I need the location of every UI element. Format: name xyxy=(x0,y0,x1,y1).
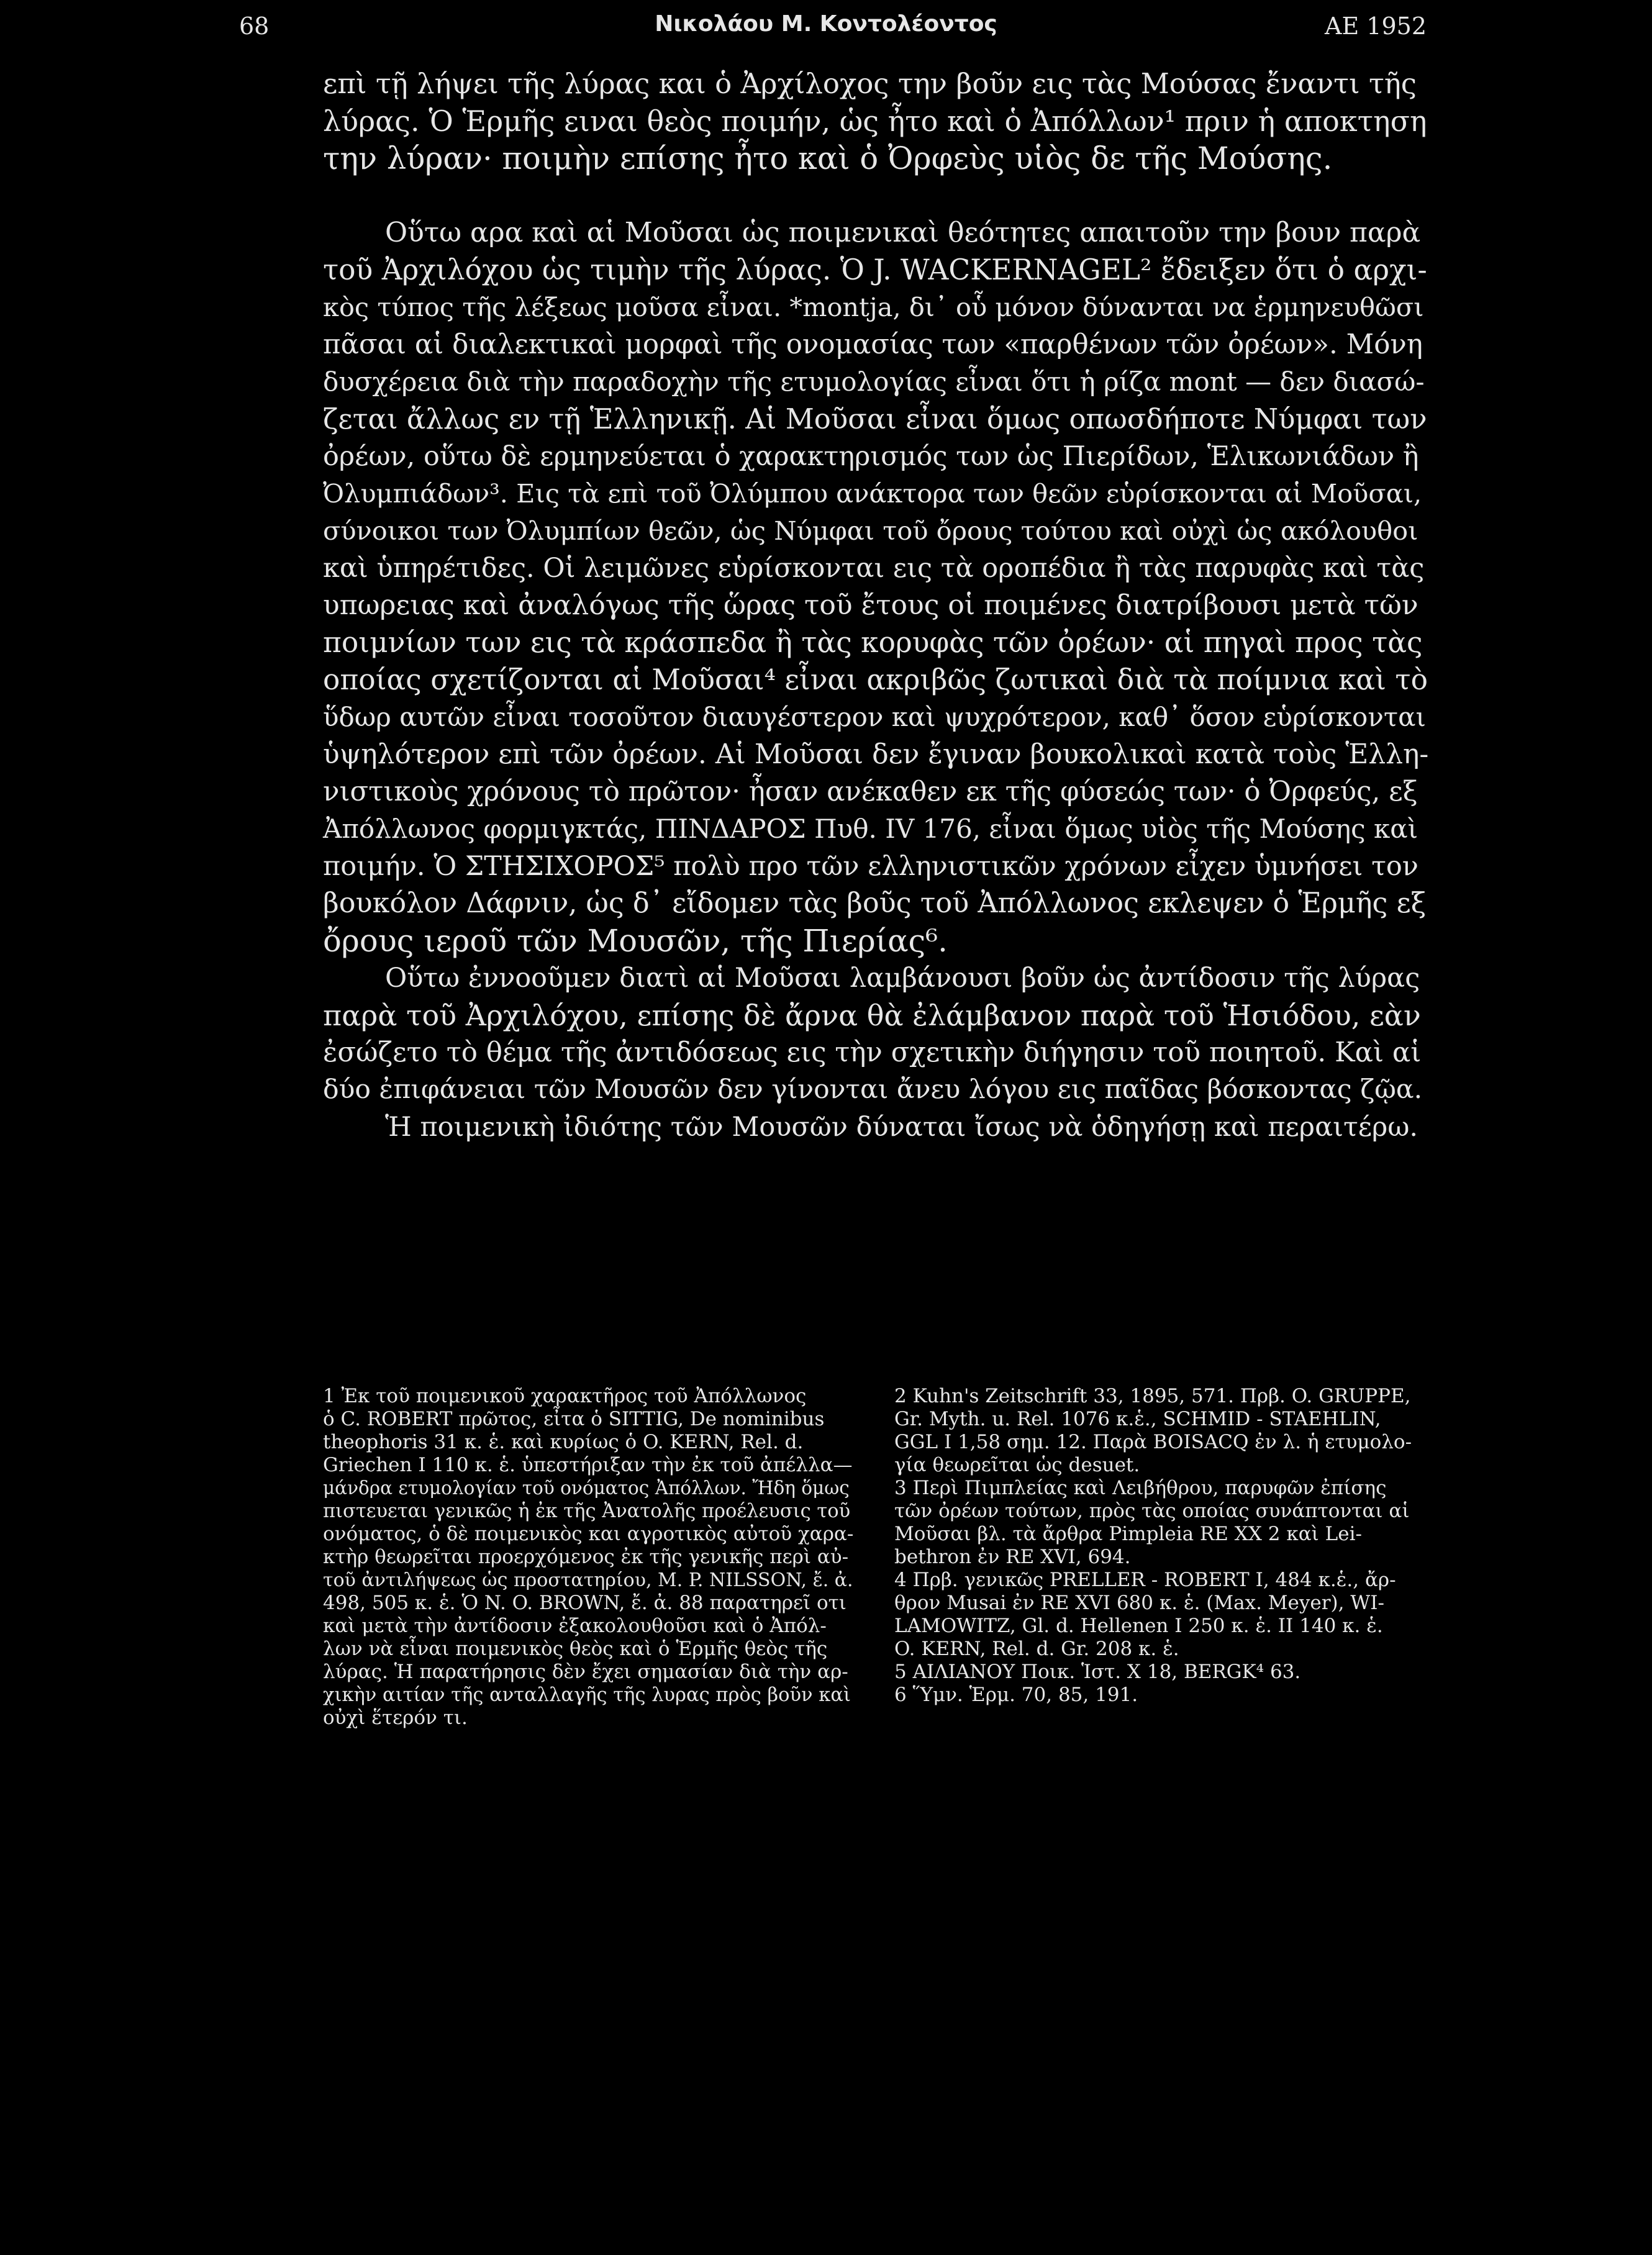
footnote-line: LAMOWITZ, Gl. d. Hellenen I 250 κ. ἑ. II 140 κ. ἑ. xyxy=(894,1615,1383,1637)
footnote-line: χικὴν αιτίαν τῆς ανταλλαγῆς τῆς λυρας πρὸς βοῦν καὶ xyxy=(323,1684,851,1706)
text-line: παρὰ τοῦ Ἀρχιλόχου, επίσης δὲ ἄρνα θὰ ἐλάμβανον παρὰ τοῦ Ἡσιόδου, εὰν xyxy=(323,999,1421,1032)
text-line: υπωρειας καὶ ἀναλόγως τῆς ὥρας τοῦ ἔτους οἱ ποιμένες διατρίβουσι μετὰ τῶν xyxy=(323,589,1418,621)
footnotes xyxy=(323,1385,1428,1758)
footnote-line: κτὴρ θεωρεῖται προερχόμενος ἐκ τῆς γενικῆς περὶ αὐ- xyxy=(323,1546,849,1568)
footnote-line: 4 Πρβ. γενικῶς PRELLER - ROBERT I, 484 κ.ἑ., ἄρ- xyxy=(894,1569,1396,1591)
text-line: πᾶσαι αἱ διαλεκτικαὶ μορφαὶ τῆς ονομασίας των «παρθένων τῶν ὀρέων». Μόνη xyxy=(323,329,1423,360)
footnote-line: ὁ C. ROBERT πρῶτος, εἶτα ὁ SITTIG, De nominibus xyxy=(323,1408,825,1430)
footnote-line: 5 ΑΙΛΙΑΝΟΥ Ποικ. Ἱστ. X 18, BERGK⁴ 63. xyxy=(894,1661,1301,1683)
footnotes-left-column xyxy=(323,1385,857,1730)
main-text xyxy=(323,65,1428,1146)
text-line: ὑψηλότερον επὶ τῶν ὀρέων. Αἱ Μοῦσαι δεν ἔγιναν βουκολικαὶ κατὰ τοὺς Ἑλλη- xyxy=(323,738,1429,770)
footnote-line: GGL I 1,58 σημ. 12. Παρὰ BOISACQ ἐν λ. ἡ ετυμολο- xyxy=(894,1431,1412,1453)
footnote-line: 1 Ἐκ τοῦ ποιμενικοῦ χαρακτῆρος τοῦ Ἀπόλλωνος xyxy=(323,1385,807,1407)
page-number: 68 xyxy=(239,12,270,40)
footnote-line: O. KERN, Rel. d. Gr. 208 κ. ἑ. xyxy=(894,1638,1179,1660)
footnote-line: ονόματος, ὁ δὲ ποιμενικὸς και αγροτικὸς αὐτοῦ χαρα- xyxy=(323,1523,854,1545)
footnote-line: λων νὰ εἶναι ποιμενικὸς θεὸς καὶ ὁ Ἑρμῆς θεὸς τῆς xyxy=(323,1638,828,1660)
text-line: βουκόλον Δάφνιν, ὡς δ᾽ εἴδομεν τὰς βοῦς τοῦ Ἀπόλλωνος εκλεψεν ὁ Ἑρμῆς εξ xyxy=(323,887,1427,919)
blank-line xyxy=(323,177,1428,214)
footnote-line: Gr. Myth. u. Rel. 1076 κ.ἑ., SCHMID - STAEHLIN, xyxy=(894,1408,1381,1430)
text-line: επὶ τῇ λήψει τῆς λύρας και ὁ Ἀρχίλοχος την βοῦν εις τὰς Μούσας ἔναντι τῆς xyxy=(323,67,1417,100)
text-line: Ὀλυμπιάδων³. Εις τὰ επὶ τοῦ Ὀλύμπου ανάκτορα των θεῶν εὑρίσκονται αἱ Μοῦσαι, xyxy=(323,478,1422,509)
text-line: καὶ ὑπηρέτιδες. Οἱ λειμῶνες εὑρίσκονται εις τὰ οροπέδια ἢ τὰς παρυφὰς καὶ τὰς xyxy=(323,553,1425,584)
footnote-line: theophoris 31 κ. ἑ. καὶ κυρίως ὁ O. KERN, Rel. d. xyxy=(323,1431,804,1453)
text-line: Οὕτω ἐννοοῦμεν διατὶ αἱ Μοῦσαι λαμβάνουσι βοῦν ὡς ἀντίδοσιν τῆς λύρας xyxy=(385,963,1420,994)
text-line: ἐσώζετο τὸ θέμα τῆς ἀντιδόσεως εις τὴν σχετικὴν διήγησιν τοῦ ποιητοῦ. Καὶ αἱ xyxy=(323,1037,1422,1068)
footnotes-right-column xyxy=(894,1385,1428,1707)
footnote-line: οὐχὶ ἕτερόν τι. xyxy=(323,1707,468,1729)
footnote-line: Μοῦσαι βλ. τὰ ἄρθρα Pimpleia RE XX 2 καὶ Lei- xyxy=(894,1523,1362,1545)
text-line: ποιμήν. Ὁ ΣΤΗΣΙΧΟΡΟΣ⁵ πολὺ προ τῶν ελληνιστικῶν χρόνων εἶχεν ὑμνήσει τον xyxy=(323,851,1418,882)
footnote-line: 2 Kuhn's Zeitschrift 33, 1895, 571. Πρβ. O. GRUPPE, xyxy=(894,1385,1411,1407)
running-author: Νικολάου Μ. Κοντολέοντος xyxy=(655,11,997,37)
text-line: ὀρέων, οὕτω δὲ ερμηνεύεται ὁ χαρακτηρισμός των ὡς Πιερίδων, Ἑλικωνιάδων ἢ xyxy=(323,441,1419,472)
footnote-line: λύρας. Ἡ παρατήρησις δὲν ἔχει σημασίαν διὰ τὴν αρ- xyxy=(323,1661,848,1683)
footnote-line: Griechen I 110 κ. ἑ. ὑπεστήριξαν τὴν ἐκ τοῦ ἀπέλλα— xyxy=(323,1454,853,1476)
text-line: Ἡ ποιμενικὴ ἰδιότης τῶν Μουσῶν δύναται ἴσως νὰ ὁδηγήσῃ καὶ περαιτέρω. xyxy=(385,1112,1418,1143)
footnote-line: θρον Musai ἐν RE XVI 680 κ. ἑ. (Max. Meyer), WI- xyxy=(894,1592,1384,1614)
text-line: κὸς τύπος τῆς λέξεως μοῦσα εἶναι. *montja, δι᾽ οὗ μόνον δύνανται να ἑρμηνευθῶσι xyxy=(323,292,1424,322)
footnote-line: τῶν ὀρέων τούτων, πρὸς τὰς οποίας συνάπτονται αἱ xyxy=(894,1500,1410,1522)
text-line: οποίας σχετίζονται αἱ Μοῦσαι⁴ εἶναι ακριβῶς ζωτικαὶ διὰ τὰ ποίμνια καὶ τὸ xyxy=(323,663,1428,696)
footnote-line: μάνδρα ετυμολογίαν τοῦ ονόματος Ἀπόλλων. Ἤδη ὅμως xyxy=(323,1477,850,1499)
text-line: νιστικοὺς χρόνους τὸ πρῶτον· ἦσαν ανέκαθεν εκ τῆς φύσεώς των· ὁ Ὀρφεύς, εξ xyxy=(323,776,1418,807)
text-line: ζεται ἄλλως εν τῇ Ἑλληνικῇ. Αἱ Μοῦσαι εἶναι ὅμως οπωσδήποτε Νύμφαι των xyxy=(323,402,1427,435)
running-header xyxy=(0,0,1652,62)
text-line: τοῦ Ἀρχιλόχου ὡς τιμὴν τῆς λύρας. Ὁ J. WACKERNAGEL² ἔδειξεν ὅτι ὁ αρχι- xyxy=(323,253,1427,286)
text-line: ὕδωρ αυτῶν εἶναι τοσοῦτον διαυγέστερον καὶ ψυχρότερον, καθ᾽ ὅσον εὑρίσκονται xyxy=(323,702,1426,732)
text-line: δυσχέρεια διὰ τὴν παραδοχὴν τῆς ετυμολογίας εἶναι ὅτι ἡ ρίζα mont — δεν διασώ- xyxy=(323,366,1425,397)
journal-reference: ΑΕ 1952 xyxy=(1325,12,1427,40)
footnote-line: 6 Ὕμν. Ἑρμ. 70, 85, 191. xyxy=(894,1684,1138,1706)
text-line: την λύραν· ποιμὴν επίσης ἦτο καὶ ὁ Ὀρφεὺς υἱὸς δε τῆς Μούσης. xyxy=(323,140,1333,176)
footnote-line: 498, 505 κ. ἑ. Ὁ N. O. BROWN, ἔ. ἀ. 88 παρατηρεῖ οτι xyxy=(323,1592,846,1614)
text-line: Ἀπόλλωνος φορμιγκτάς, ΠΙΝΔΑΡΟΣ Πυθ. IV 176, εἶναι ὅμως υἱὸς τῆς Μούσης καὶ xyxy=(323,814,1418,844)
text-line: Οὕτω αρα καὶ αἱ Μοῦσαι ὡς ποιμενικαὶ θεότητες απαιτοῦν την βουν παρὰ xyxy=(385,217,1421,248)
footnote-line: πιστευεται γενικῶς ἡ ἐκ τῆς Ἀνατολῆς προέλευσις τοῦ xyxy=(323,1500,851,1522)
text-line: δύο ἐπιφάνειαι τῶν Μουσῶν δεν γίνονται ἄνευ λόγου εις παῖδας βόσκοντας ζῷα. xyxy=(323,1074,1423,1105)
text-line: ποιμνίων των εις τὰ κράσπεδα ἢ τὰς κορυφὰς τῶν ὀρέων· αἱ πηγαὶ προς τὰς xyxy=(323,626,1423,659)
footnote-line: καὶ μετὰ τὴν ἀντίδοσιν ἐξακολουθοῦσι καὶ ὁ Ἀπόλ- xyxy=(323,1615,827,1637)
text-line: ὄρους ιεροῦ τῶν Μουσῶν, τῆς Πιερίας⁶. xyxy=(323,923,948,959)
footnote-line: bethron ἐν RE XVI, 694. xyxy=(894,1546,1131,1568)
text-line: σύνοικοι των Ὀλυμπίων θεῶν, ὡς Νύμφαι τοῦ ὄρους τούτου καὶ οὐχὶ ὡς ακόλουθοι xyxy=(323,515,1418,546)
text-line: λύρας. Ὁ Ἑρμῆς ειναι θεὸς ποιμήν, ὡς ἦτο καὶ ὁ Ἀπόλλων¹ πριν ἡ αποκτηση xyxy=(323,104,1427,138)
footnote-line: 3 Περὶ Πιμπλείας καὶ Λειβήθρου, παρυφῶν ἐπίσης xyxy=(894,1477,1387,1499)
footnote-line: γία θεωρεῖται ὡς desuet. xyxy=(894,1454,1140,1476)
footnote-line: τοῦ ἀντιλήψεως ὡς προστατηρίου, M. P. NILSSON, ἔ. ἀ. xyxy=(323,1569,853,1591)
